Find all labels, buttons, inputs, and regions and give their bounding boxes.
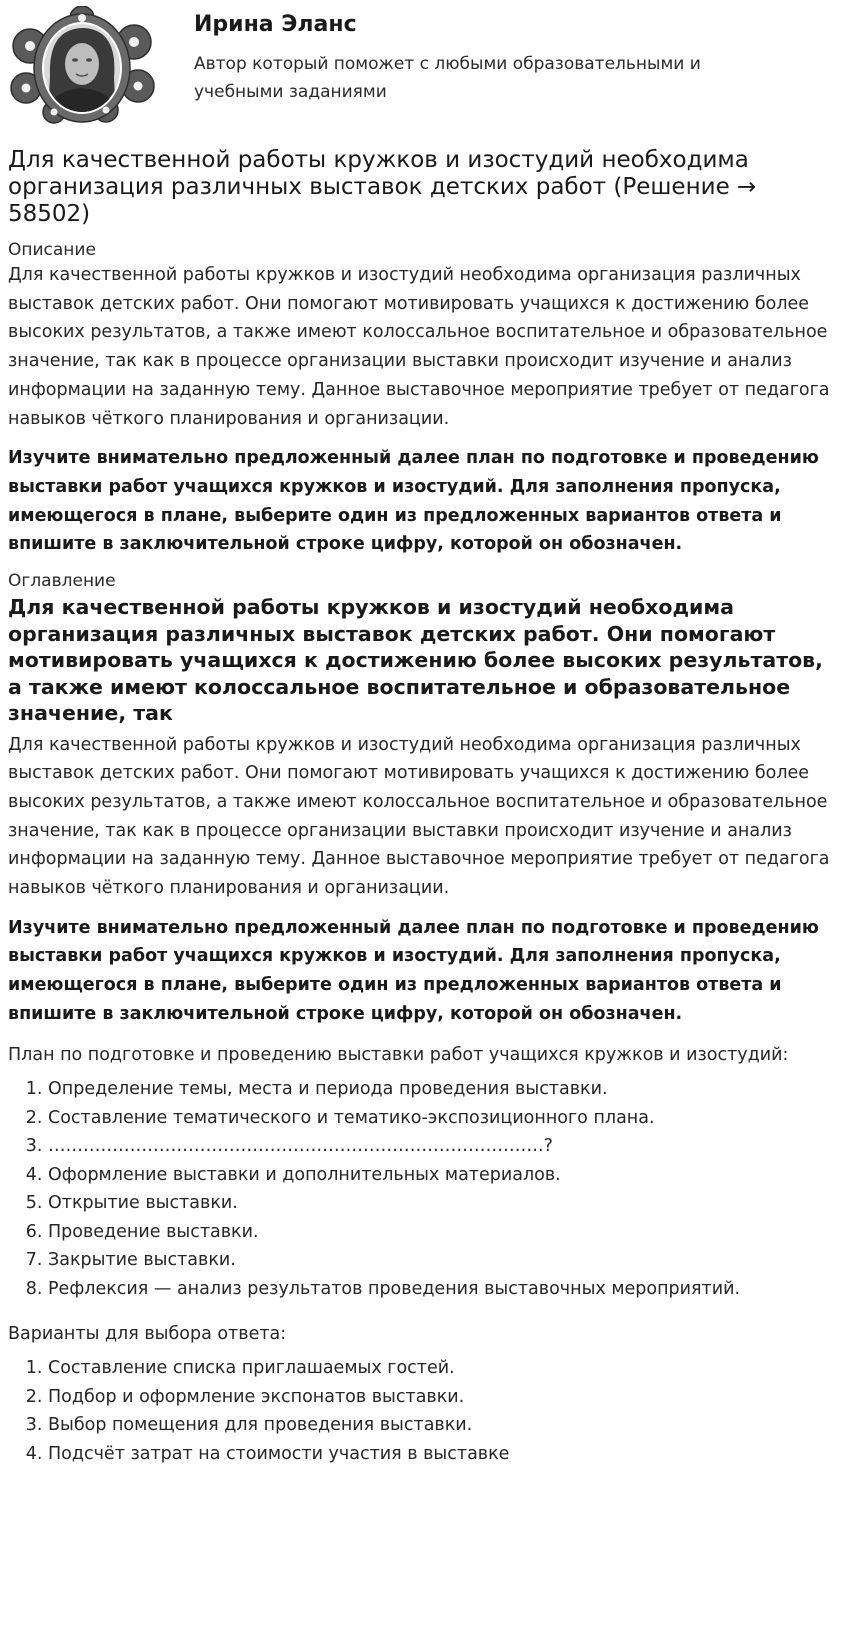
option-item: 3. Выбор помещения для проведения выставки. xyxy=(48,1411,839,1440)
body-text: Для качественной работы кружков и изостудий необходима организация различных выставок детских работ. Они помогают мотивировать учащихся к достижению более высоких результатов, а также имеют колоссальное воспитательное и образовательное значение, так как в процессе организации выставки происходит изучение и анализ информации на заданную тему. Данное выставочное мероприятие требует от педагога навыков чёткого планирования и организации. xyxy=(8,734,830,899)
toc-heading: Для качественной работы кружков и изостудий необходима организация различных выставок детских работ. Они помогают мотивировать учащихся к достижению более высоких результатов, а также имеют колоссальное воспитательное и образовательное значение, так xyxy=(8,595,823,726)
plan-item: 6. Проведение выставки. xyxy=(48,1218,839,1247)
plan-item: 5. Открытие выставки. xyxy=(48,1189,839,1218)
option-item: 1. Составление списка приглашаемых гостей. xyxy=(48,1354,839,1383)
author-description: Автор который поможет с любыми образовательными и учебными заданиями xyxy=(194,54,701,102)
plan-item: 8. Рефлексия — анализ результатов проведения выставочных мероприятий. xyxy=(48,1275,839,1304)
author-name: Ирина Эланс xyxy=(194,12,357,37)
plan-item: 7. Закрытие выставки. xyxy=(48,1246,839,1275)
plan-item: 2. Составление тематического и тематико-экспозиционного плана. xyxy=(48,1104,839,1133)
options-label: Варианты для выбора ответа: xyxy=(8,1324,287,1345)
description-label: Описание xyxy=(8,240,96,260)
plan-item: 4. Оформление выставки и дополнительных материалов. xyxy=(48,1161,839,1190)
description-text: Для качественной работы кружков и изостудий необходима организация различных выставок детских работ. Они помогают мотивировать учащихся к достижению более высоких результатов, а также имеют колоссальное воспитательное и образовательное значение, так как в процессе организации выставки происходит изучение и анализ информации на заданную тему. Данное выставочное мероприятие требует от педагога навыков чёткого планирования и организации. xyxy=(8,265,830,429)
author-block xyxy=(8,0,839,128)
options-list xyxy=(8,1354,839,1468)
author-avatar xyxy=(8,6,156,124)
body-task: Изучите внимательно предложенный далее план по подготовке и проведению выставки работ учащихся кружков и изостудий. Для заполнения пропуска, имеющегося в плане, выберите один из предложенных вариантов ответа и впишите в заключительной строке цифру, которой он обозначен. xyxy=(8,917,819,1024)
description-task: Изучите внимательно предложенный далее план по подготовке и проведению выставки работ учащихся кружков и изостудий. Для заполнения пропуска, имеющегося в плане, выберите один из предложенных вариантов ответа и впишите в заключительной строке цифру, которой он обозначен. xyxy=(8,448,819,555)
document-title: Для качественной работы кружков и изостудий необходима организация различных выставок детских работ (Решение → 58502) xyxy=(8,147,757,227)
plan-list xyxy=(8,1075,839,1303)
plan-item-blank: 3. ………………………………………………………………………….? xyxy=(48,1132,839,1161)
plan-item: 1. Определение темы, места и периода проведения выставки. xyxy=(48,1075,839,1104)
option-item: 4. Подсчёт затрат на стоимости участия в выставке xyxy=(48,1440,839,1469)
option-item: 2. Подбор и оформление экспонатов выставки. xyxy=(48,1383,839,1412)
toc-label: Оглавление xyxy=(8,571,116,592)
plan-intro: План по подготовке и проведению выставки работ учащихся кружков и изостудий: xyxy=(8,1044,789,1065)
